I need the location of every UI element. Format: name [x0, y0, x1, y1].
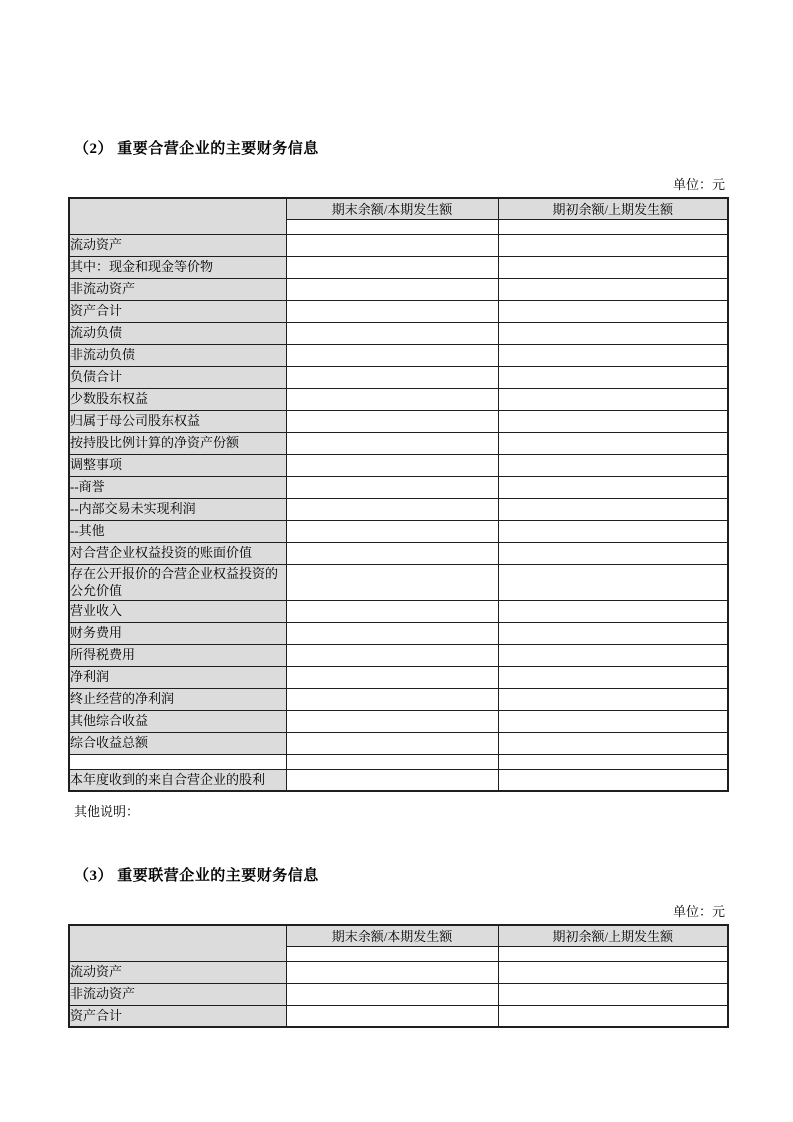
value-cell [498, 754, 728, 769]
row-label: 营业收入 [69, 600, 286, 622]
row-label: 调整事项 [69, 454, 286, 476]
value-cell [498, 454, 728, 476]
value-cell [286, 961, 498, 983]
table-row [69, 542, 728, 564]
column-header-ending-balance: 期末余额/本期发生额 [286, 198, 498, 219]
value-cell [286, 710, 498, 732]
value-cell [498, 983, 728, 1005]
table-row [69, 564, 728, 600]
table-row [69, 344, 728, 366]
value-cell [286, 322, 498, 344]
row-label: 流动资产 [69, 961, 286, 983]
value-cell [286, 600, 498, 622]
table-row [69, 498, 728, 520]
section-heading-associates: （3） 重要联营企业的主要财务信息 [74, 868, 319, 885]
value-cell [498, 564, 728, 600]
row-label: 对合营企业权益投资的账面价值 [69, 542, 286, 564]
value-cell [286, 983, 498, 1005]
value-cell [286, 234, 498, 256]
table-row [69, 769, 728, 791]
value-cell [286, 476, 498, 498]
value-cell [286, 732, 498, 754]
row-label: 终止经营的净利润 [69, 688, 286, 710]
row-label: 资产合计 [69, 1005, 286, 1027]
row-label: 其他综合收益 [69, 710, 286, 732]
row-label: 流动负债 [69, 322, 286, 344]
subheader-empty-cell [286, 219, 498, 234]
value-cell [498, 710, 728, 732]
table-row [69, 961, 728, 983]
value-cell [498, 476, 728, 498]
corner-cell [69, 925, 286, 961]
value-cell [498, 542, 728, 564]
value-cell [286, 520, 498, 542]
table-row [69, 432, 728, 454]
table-row [69, 256, 728, 278]
value-cell [498, 234, 728, 256]
row-label: 非流动资产 [69, 278, 286, 300]
table-header-row [69, 198, 728, 219]
row-label: --内部交易未实现利润 [69, 498, 286, 520]
row-label: 本年度收到的来自合营企业的股利 [69, 769, 286, 791]
value-cell [498, 278, 728, 300]
value-cell [286, 498, 498, 520]
value-cell [498, 666, 728, 688]
joint-venture-financials-table [68, 197, 729, 792]
value-cell [286, 688, 498, 710]
row-label: 按持股比例计算的净资产份额 [69, 432, 286, 454]
column-header-beginning-balance: 期初余额/上期发生额 [498, 198, 728, 219]
value-cell [498, 732, 728, 754]
table-header-row [69, 925, 728, 946]
unit-label: 单位：元 [672, 904, 725, 920]
unit-label: 单位：元 [672, 177, 725, 192]
table-row [69, 234, 728, 256]
table-row [69, 388, 728, 410]
table-row [69, 644, 728, 666]
row-label: 流动资产 [69, 234, 286, 256]
value-cell [286, 278, 498, 300]
table-row [69, 710, 728, 732]
row-label: 非流动资产 [69, 983, 286, 1005]
table-row [69, 410, 728, 432]
row-label: 综合收益总额 [69, 732, 286, 754]
column-header-beginning-balance: 期初余额/上期发生额 [498, 925, 728, 946]
section-heading-joint-venture: （2） 重要合营企业的主要财务信息 [74, 141, 319, 157]
value-cell [498, 644, 728, 666]
table-row [69, 520, 728, 542]
value-cell [498, 388, 728, 410]
value-cell [498, 1005, 728, 1027]
value-cell [286, 432, 498, 454]
row-label: 所得税费用 [69, 644, 286, 666]
table-row [69, 300, 728, 322]
table-row [69, 366, 728, 388]
table-row [69, 1005, 728, 1027]
table-row [69, 278, 728, 300]
column-header-ending-balance: 期末余额/本期发生额 [286, 925, 498, 946]
row-label: 负债合计 [69, 366, 286, 388]
table-row [69, 732, 728, 754]
row-label: 非流动负债 [69, 344, 286, 366]
value-cell [498, 410, 728, 432]
corner-cell [69, 198, 286, 234]
value-cell [498, 498, 728, 520]
table-row [69, 754, 728, 769]
table-row [69, 454, 728, 476]
row-label: 资产合计 [69, 300, 286, 322]
value-cell [286, 1005, 498, 1027]
value-cell [498, 300, 728, 322]
value-cell [498, 622, 728, 644]
value-cell [498, 600, 728, 622]
table-row [69, 666, 728, 688]
value-cell [286, 344, 498, 366]
subheader-empty-cell [286, 946, 498, 961]
row-label [69, 754, 286, 769]
table-row [69, 688, 728, 710]
row-label: --商誉 [69, 476, 286, 498]
value-cell [286, 542, 498, 564]
value-cell [286, 754, 498, 769]
table-row [69, 322, 728, 344]
row-label: 少数股东权益 [69, 388, 286, 410]
value-cell [498, 520, 728, 542]
value-cell [286, 564, 498, 600]
value-cell [286, 454, 498, 476]
value-cell [286, 256, 498, 278]
table-row [69, 983, 728, 1005]
value-cell [286, 622, 498, 644]
row-label: 财务费用 [69, 622, 286, 644]
subheader-empty-cell [498, 219, 728, 234]
value-cell [498, 256, 728, 278]
table-row [69, 622, 728, 644]
row-label: 净利润 [69, 666, 286, 688]
value-cell [286, 644, 498, 666]
value-cell [286, 366, 498, 388]
value-cell [286, 769, 498, 791]
value-cell [286, 300, 498, 322]
value-cell [286, 666, 498, 688]
table-row [69, 600, 728, 622]
row-label: 归属于母公司股东权益 [69, 410, 286, 432]
subheader-empty-cell [498, 946, 728, 961]
value-cell [498, 961, 728, 983]
value-cell [498, 432, 728, 454]
value-cell [498, 688, 728, 710]
value-cell [498, 366, 728, 388]
row-label: 存在公开报价的合营企业权益投资的公允价值 [69, 564, 286, 600]
value-cell [498, 769, 728, 791]
other-notes-label: 其他说明： [74, 804, 140, 820]
value-cell [286, 410, 498, 432]
value-cell [286, 388, 498, 410]
row-label: --其他 [69, 520, 286, 542]
table-row [69, 476, 728, 498]
row-label: 其中：现金和现金等价物 [69, 256, 286, 278]
associates-financials-table [68, 924, 729, 1028]
value-cell [498, 322, 728, 344]
value-cell [498, 344, 728, 366]
